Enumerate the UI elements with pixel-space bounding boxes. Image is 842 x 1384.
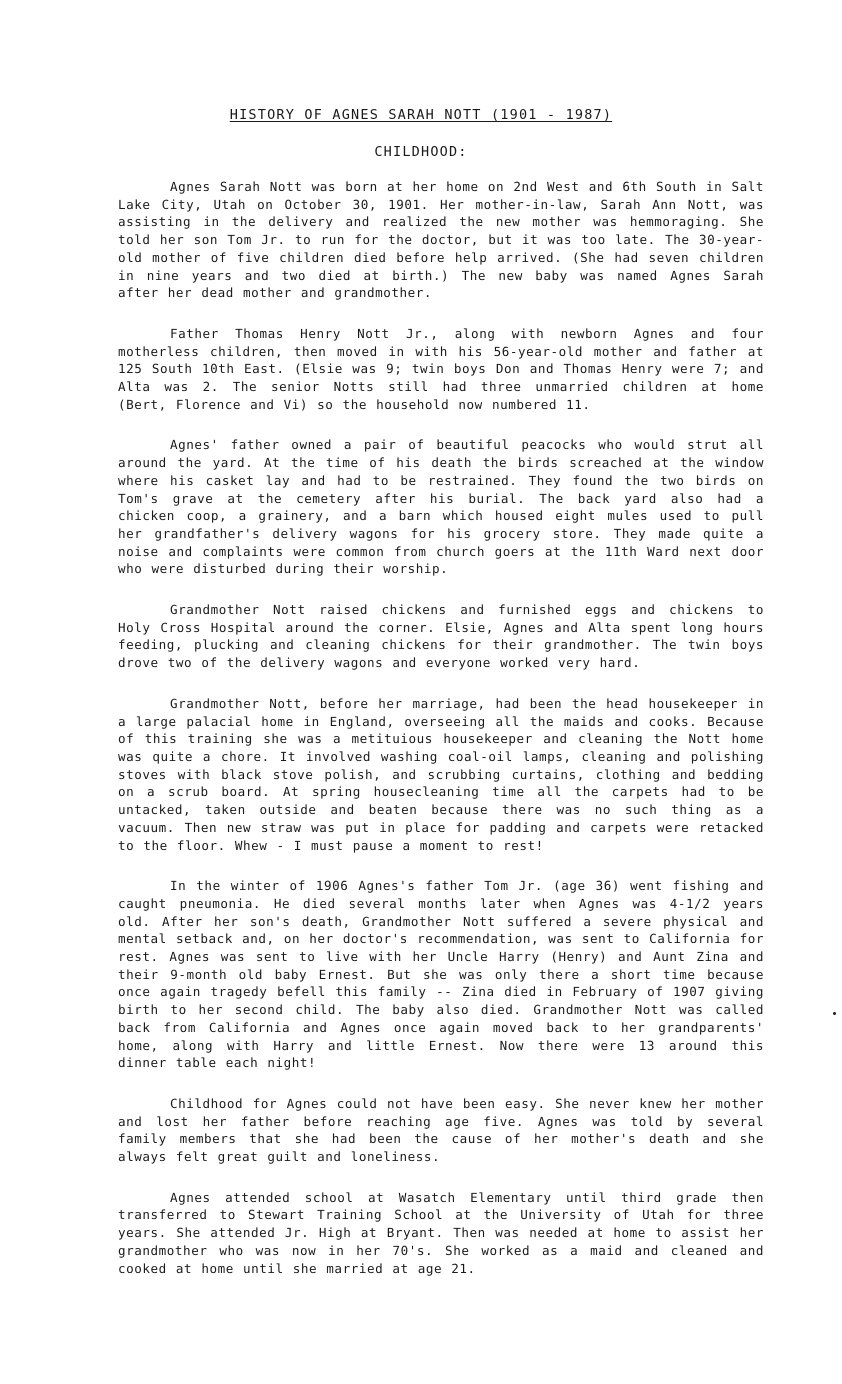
paragraph: Childhood for Agnes could not have been easy. She never knew her mother and lost her father before reaching age five. Agnes was told by several family members that she had been the cause of her mother's death and she always felt great guilt and loneliness. xyxy=(118,1095,764,1165)
paragraph: Agnes attended school at Wasatch Elementary until third grade then transferred to Stewart Training School at the University of Utah for three years. She attended Jr. High at Bryant. Then was needed at home to assist her grandmother who was now in her 70's. She worked as a maid and cleaned and cooked at home until she married at age 21. xyxy=(118,1189,764,1276)
stray-mark xyxy=(833,1012,836,1015)
paragraph: Agnes' father owned a pair of beautiful peacocks who would strut all around the yard. At the time of his death the birds screached at the window where his casket lay and had to be restrained. They found the two birds on Tom's grave at the cemetery after his burial. The back yard also had a chicken coop, a grainery, and a barn which housed eight mules used to pull her grandfather's delivery wagons for his grocery store. They made quite a noise and complaints were common from church goers at the 11th Ward next door who were disturbed during their worship. xyxy=(118,437,764,577)
paragraph: Grandmother Nott, before her marriage, had been the head housekeeper in a large palacial home in England, overseeing all the maids and cooks. Because of this training she was a metituious housekeeper and cleaning the Nott home was quite a chore. It involved washing coal-oil lamps, cleaning and polishing stoves with black stove polish, and scrubbing curtains, clothing and bedding on a scrub board. At spring housecleaning time all the carpets had to be untacked, taken outside and beaten because there was no such thing as a vacuum. Then new straw was put in place for padding and carpets were retacked to the floor. Whew - I must pause a moment to rest! xyxy=(118,695,764,853)
paragraph: Father Thomas Henry Nott Jr., along with newborn Agnes and four motherless children, then moved in with his 56-year-old mother and father at 125 South 10th East. (Elsie was 9; twin boys Don and Thomas Henry were 7; and Alta was 2. The senior Notts still had three unmarried children at home (Bert, Florence and Vi) so the household now numbered 11. xyxy=(118,325,764,412)
paragraph: In the winter of 1906 Agnes's father Tom Jr. (age 36) went fishing and caught pneumonia. He died several months later when Agnes was 4-1/2 years old. After her son's death, Grandmother Nott suffered a severe physical and mental setback and, on her doctor's recommendation, was sent to California for rest. Agnes was sent to live with her Uncle Harry (Henry) and Aunt Zina and their 9-month old baby Ernest. But she was only there a short time because once again tragedy befell this family -- Zina died in February of 1907 giving birth to her second child. The baby also died. Grandmother Nott was called back from California and Agnes once again moved back to her grandparents' home, along with Harry and little Ernest. Now there were 13 around this dinner table each night! xyxy=(118,878,764,1071)
document-body xyxy=(118,178,764,1300)
document-title: HISTORY OF AGNES SARAH NOTT (1901 - 1987) xyxy=(229,107,613,123)
paragraph: Grandmother Nott raised chickens and furnished eggs and chickens to Holy Cross Hospital around the corner. Elsie, Agnes and Alta spent long hours feeding, plucking and cleaning chickens for their grandmother. The twin boys drove two of the delivery wagons and everyone worked very hard. xyxy=(118,602,764,671)
section-heading: CHILDHOOD: xyxy=(374,144,468,160)
paragraph: Agnes Sarah Nott was born at her home on 2nd West and 6th South in Salt Lake City, Utah on October 30, 1901. Her mother-in-law, Sarah Ann Nott, was assisting in the delivery and realized the new mother was hemmoraging. She told her son Tom Jr. to run for the doctor, but it was too late. The 30-year-old mother of five children died before help arrived. (She had seven children in nine years and two died at birth.) The new baby was named Agnes Sarah after her dead mother and grandmother. xyxy=(118,179,764,301)
